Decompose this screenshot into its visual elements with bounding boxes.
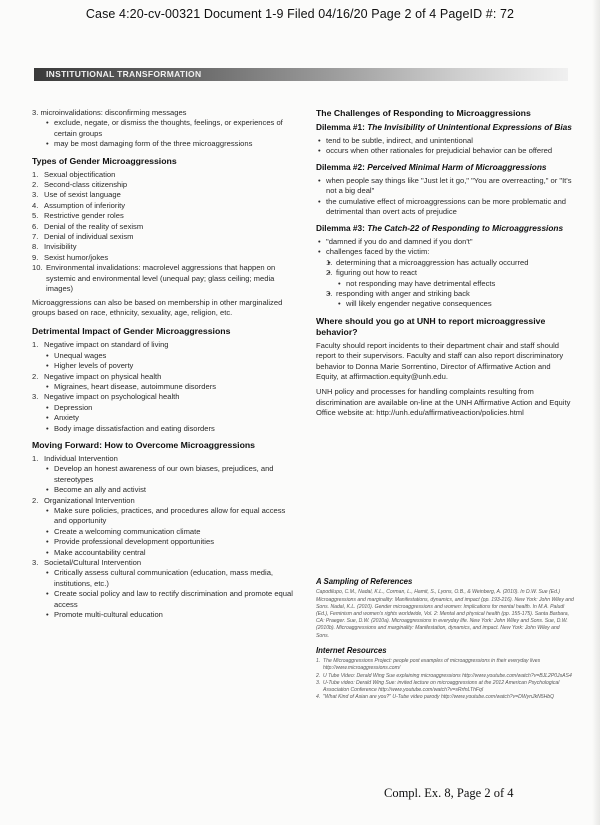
- list-item: • Body image dissatisfaction and eating disorders: [44, 424, 300, 434]
- list-item: 3. U-Tube video: Derald Wing Sue: invited lecture on microaggressions at the 2012 American Psychological Association Conference http://www.youtube.com/watch?v=sRrfnLThFqI: [316, 679, 560, 694]
- list-item: • 3. responding with anger and striking back • will likely engender negative consequences: [326, 289, 574, 310]
- dilemma-2-bullets: [316, 176, 574, 218]
- list-item: 4. "What Kind of Asian are you?" U-Tube video parody http://www.youtube.com/watch?v=DWynJkN5HbQ: [316, 694, 555, 701]
- victim-challenges-list: [326, 258, 574, 310]
- list-item: • not responding may have detrimental effects: [336, 279, 574, 289]
- list-item: 8. Invisibility: [32, 242, 77, 252]
- list-item: • Create a welcoming communication climate: [44, 527, 300, 537]
- list-item: 1. Negative impact on standard of living • Unequal wages • Higher levels of poverty: [32, 340, 300, 371]
- unh-paragraph-1: Faculty should report incidents to their department chair and staff should report to their supervisors. Faculty and staff can also report discriminatory behavior to Donna Marie Sorrentino, Director of Affirmative Action and Equity, at affirmaction.equity@unh.edu.: [316, 340, 564, 381]
- list-item: • when people say things like "Just let it go," "You are overreacting," or "It's not a big deal": [316, 176, 574, 197]
- list-item: 4. Assumption of inferiority: [32, 200, 126, 210]
- list-item: 1. Sexual objectification: [32, 169, 116, 179]
- references-text: Capodilupo, C.M., Nadal, K.L., Corman, L., Hamit, S., Lyons, O.B., & Weinberg, A. (2010). In D.W. Sue (Ed.) Microaggressions and marginality: Manifestations, dynamics, and impact (pp. 193-216). New York: John Wiley and Sons. Nadal, K.L. (2010). Gender microaggressions and women: Implications for mental health. In M.A. Paludi (Ed.), Feminism and women's rights worldwide, Vol. 2: Mental and physical health (pp. 155-175). Santa Barbara, CA: Praeger. Sue, D.W. (2010a). Microaggressions in everyday life. New York: John Wiley and Sons. Sue, D.W. (2010b). Microaggressions and marginality: Manifestation, dynamics, and impact. New York: John Wiley and Sons.: [316, 589, 574, 639]
- case-header: Case 4:20-cv-00321 Document 1-9 Filed 04/16/20 Page 2 of 4 PageID #: 72: [85, 7, 515, 21]
- list-item: 3. Societal/Cultural Intervention • Critically assess cultural communication (education, mass media, institutions, etc.) • Create social policy and law to rectify discrimination and promote equal access • Promote multi-cultural education: [32, 558, 300, 620]
- list-item: 7. Denial of individual sexism: [32, 232, 134, 242]
- list-item: • occurs when other rationales for prejudicial behavior can be offered: [316, 146, 574, 156]
- list-item: • Depression: [44, 403, 300, 413]
- list-item: • Critically assess cultural communication (education, mass media, institutions, etc.): [44, 568, 300, 589]
- unh-heading: Where should you go at UNH to report microaggressive behavior?: [316, 315, 546, 337]
- types-heading: Types of Gender Microaggressions: [32, 155, 177, 166]
- forward-list: [32, 454, 300, 621]
- list-item: • Higher levels of poverty: [44, 361, 300, 371]
- intro-item: 3. microinvalidations: disconfirming messages: [32, 108, 187, 117]
- intro-bullets: [44, 118, 300, 149]
- band-title: INSTITUTIONAL TRANSFORMATION: [46, 69, 202, 79]
- exhibit-footer: Compl. Ex. 8, Page 2 of 4: [384, 786, 514, 800]
- list-item: • Anxiety: [44, 413, 300, 423]
- list-item: 2. Organizational Intervention • Make sure policies, practices, and procedures allow for equal access and opportunity • Create a welcoming communication climate • Provide professional development opportunities • Make accountability central: [32, 496, 300, 558]
- scan-edge: [592, 0, 600, 825]
- list-item: 2. Negative impact on physical health • Migraines, heart disease, autoimmune disorders: [32, 372, 300, 393]
- list-item: • 1. determining that a microaggression has actually occurred: [326, 258, 574, 268]
- list-item: • Migraines, heart disease, autoimmune disorders: [44, 382, 300, 392]
- list-item: • Provide professional development opportunities: [44, 537, 300, 547]
- challenges-heading: The Challenges of Responding to Microaggressions: [316, 108, 531, 118]
- dilemma-1-heading: Dilemma #1: The Invisibility of Unintentional Expressions of Bias: [316, 122, 572, 132]
- list-item: 2. U Tube Video: Derald Wing Sue explaining microaggressions http://www.youtube.com/watch?v=BJL2P0JsAS4: [316, 672, 572, 679]
- list-item: 9. Sexist humor/jokes: [32, 252, 109, 262]
- forward-heading: Moving Forward: How to Overcome Microaggressions: [32, 439, 256, 450]
- list-item: • "damned if you do and damned if you don't": [316, 237, 574, 247]
- list-item: 10. Environmental invalidations: macrolevel aggressions that happen on systemic and environmental level (unequal pay; glass ceiling; media images): [32, 263, 276, 294]
- list-item: • Make accountability central: [44, 548, 300, 558]
- list-item: 6. Denial of the reality of sexism: [32, 221, 144, 231]
- list-item: • exclude, negate, or dismiss the thoughts, feelings, or experiences of certain groups: [44, 118, 300, 139]
- impact-heading: Detrimental Impact of Gender Microaggressions: [32, 326, 231, 337]
- list-item: • will likely engender negative consequences: [336, 299, 574, 309]
- list-item: • may be most damaging form of the three microaggressions: [44, 139, 300, 149]
- dilemma-3-bullets: [316, 237, 574, 310]
- list-item: • the cumulative effect of microaggressions can be more problematic and detrimental than overt acts of prejudice: [316, 197, 574, 218]
- dilemma-2-heading: Dilemma #2: Perceived Minimal Harm of Microaggressions: [316, 162, 547, 173]
- internet-resources-heading: Internet Resources: [316, 645, 387, 655]
- list-item: 2. Second-class citizenship: [32, 180, 128, 190]
- list-item: • tend to be subtle, indirect, and unintentional: [316, 136, 574, 146]
- list-item: • Promote multi-cultural education: [44, 610, 300, 620]
- unh-paragraph-2: UNH policy and processes for handling complaints resulting from discrimination are available on-line at the UNH Affirmative Action and Equity Office website at: http://unh.edu/affirmativeaction/policies.html: [316, 387, 571, 418]
- list-item: 1. Individual Intervention • Develop an honest awareness of our own biases, prejudices, and stereotypes • Become an ally and activist: [32, 454, 300, 496]
- list-item: 1. The Microaggressions Project: people post examples of microaggressions in their everyday lives http://www.microaggressions.com/: [316, 658, 541, 672]
- list-item: • Make sure policies, practices, and procedures allow for equal access and opportunity: [44, 506, 300, 527]
- internet-resources-list: [316, 658, 574, 701]
- membership-note: Microaggressions can also be based on membership in other marginalized groups based on race, ethnicity, sexuality, age, religion, etc.: [32, 297, 283, 317]
- list-item: • 2. figuring out how to react • not responding may have detrimental effects: [326, 268, 574, 289]
- list-item: • Create social policy and law to rectify discrimination and promote equal access: [44, 589, 300, 610]
- dilemma-3-heading: Dilemma #3: The Catch-22 of Responding to Microaggressions: [316, 223, 564, 234]
- list-item: 3. Negative impact on psychological health • Depression • Anxiety • Body image dissatisfaction and eating disorders: [32, 392, 300, 434]
- left-column: [32, 108, 300, 620]
- dilemma-1-bullets: [316, 136, 574, 157]
- list-item: • Unequal wages: [44, 351, 300, 361]
- list-item: 5. Restrictive gender roles: [32, 211, 124, 221]
- impact-list: [32, 340, 300, 434]
- references-block: [316, 577, 574, 701]
- list-item: • challenges faced by the victim: • 1. determining that a microaggression has actually occurred • 2. figuring out how to react • not responding may have detrimental effects • 3. responding with anger and striking back • will likely engender negative consequences: [316, 247, 574, 309]
- list-item: • Become an ally and activist: [44, 485, 300, 495]
- right-column: [316, 108, 574, 424]
- types-list: [32, 170, 300, 295]
- list-item: • Develop an honest awareness of our own biases, prejudices, and stereotypes: [44, 464, 300, 485]
- section-band: [34, 68, 568, 81]
- references-heading: A Sampling of References: [316, 577, 413, 586]
- list-item: 3. Use of sexist language: [32, 190, 121, 200]
